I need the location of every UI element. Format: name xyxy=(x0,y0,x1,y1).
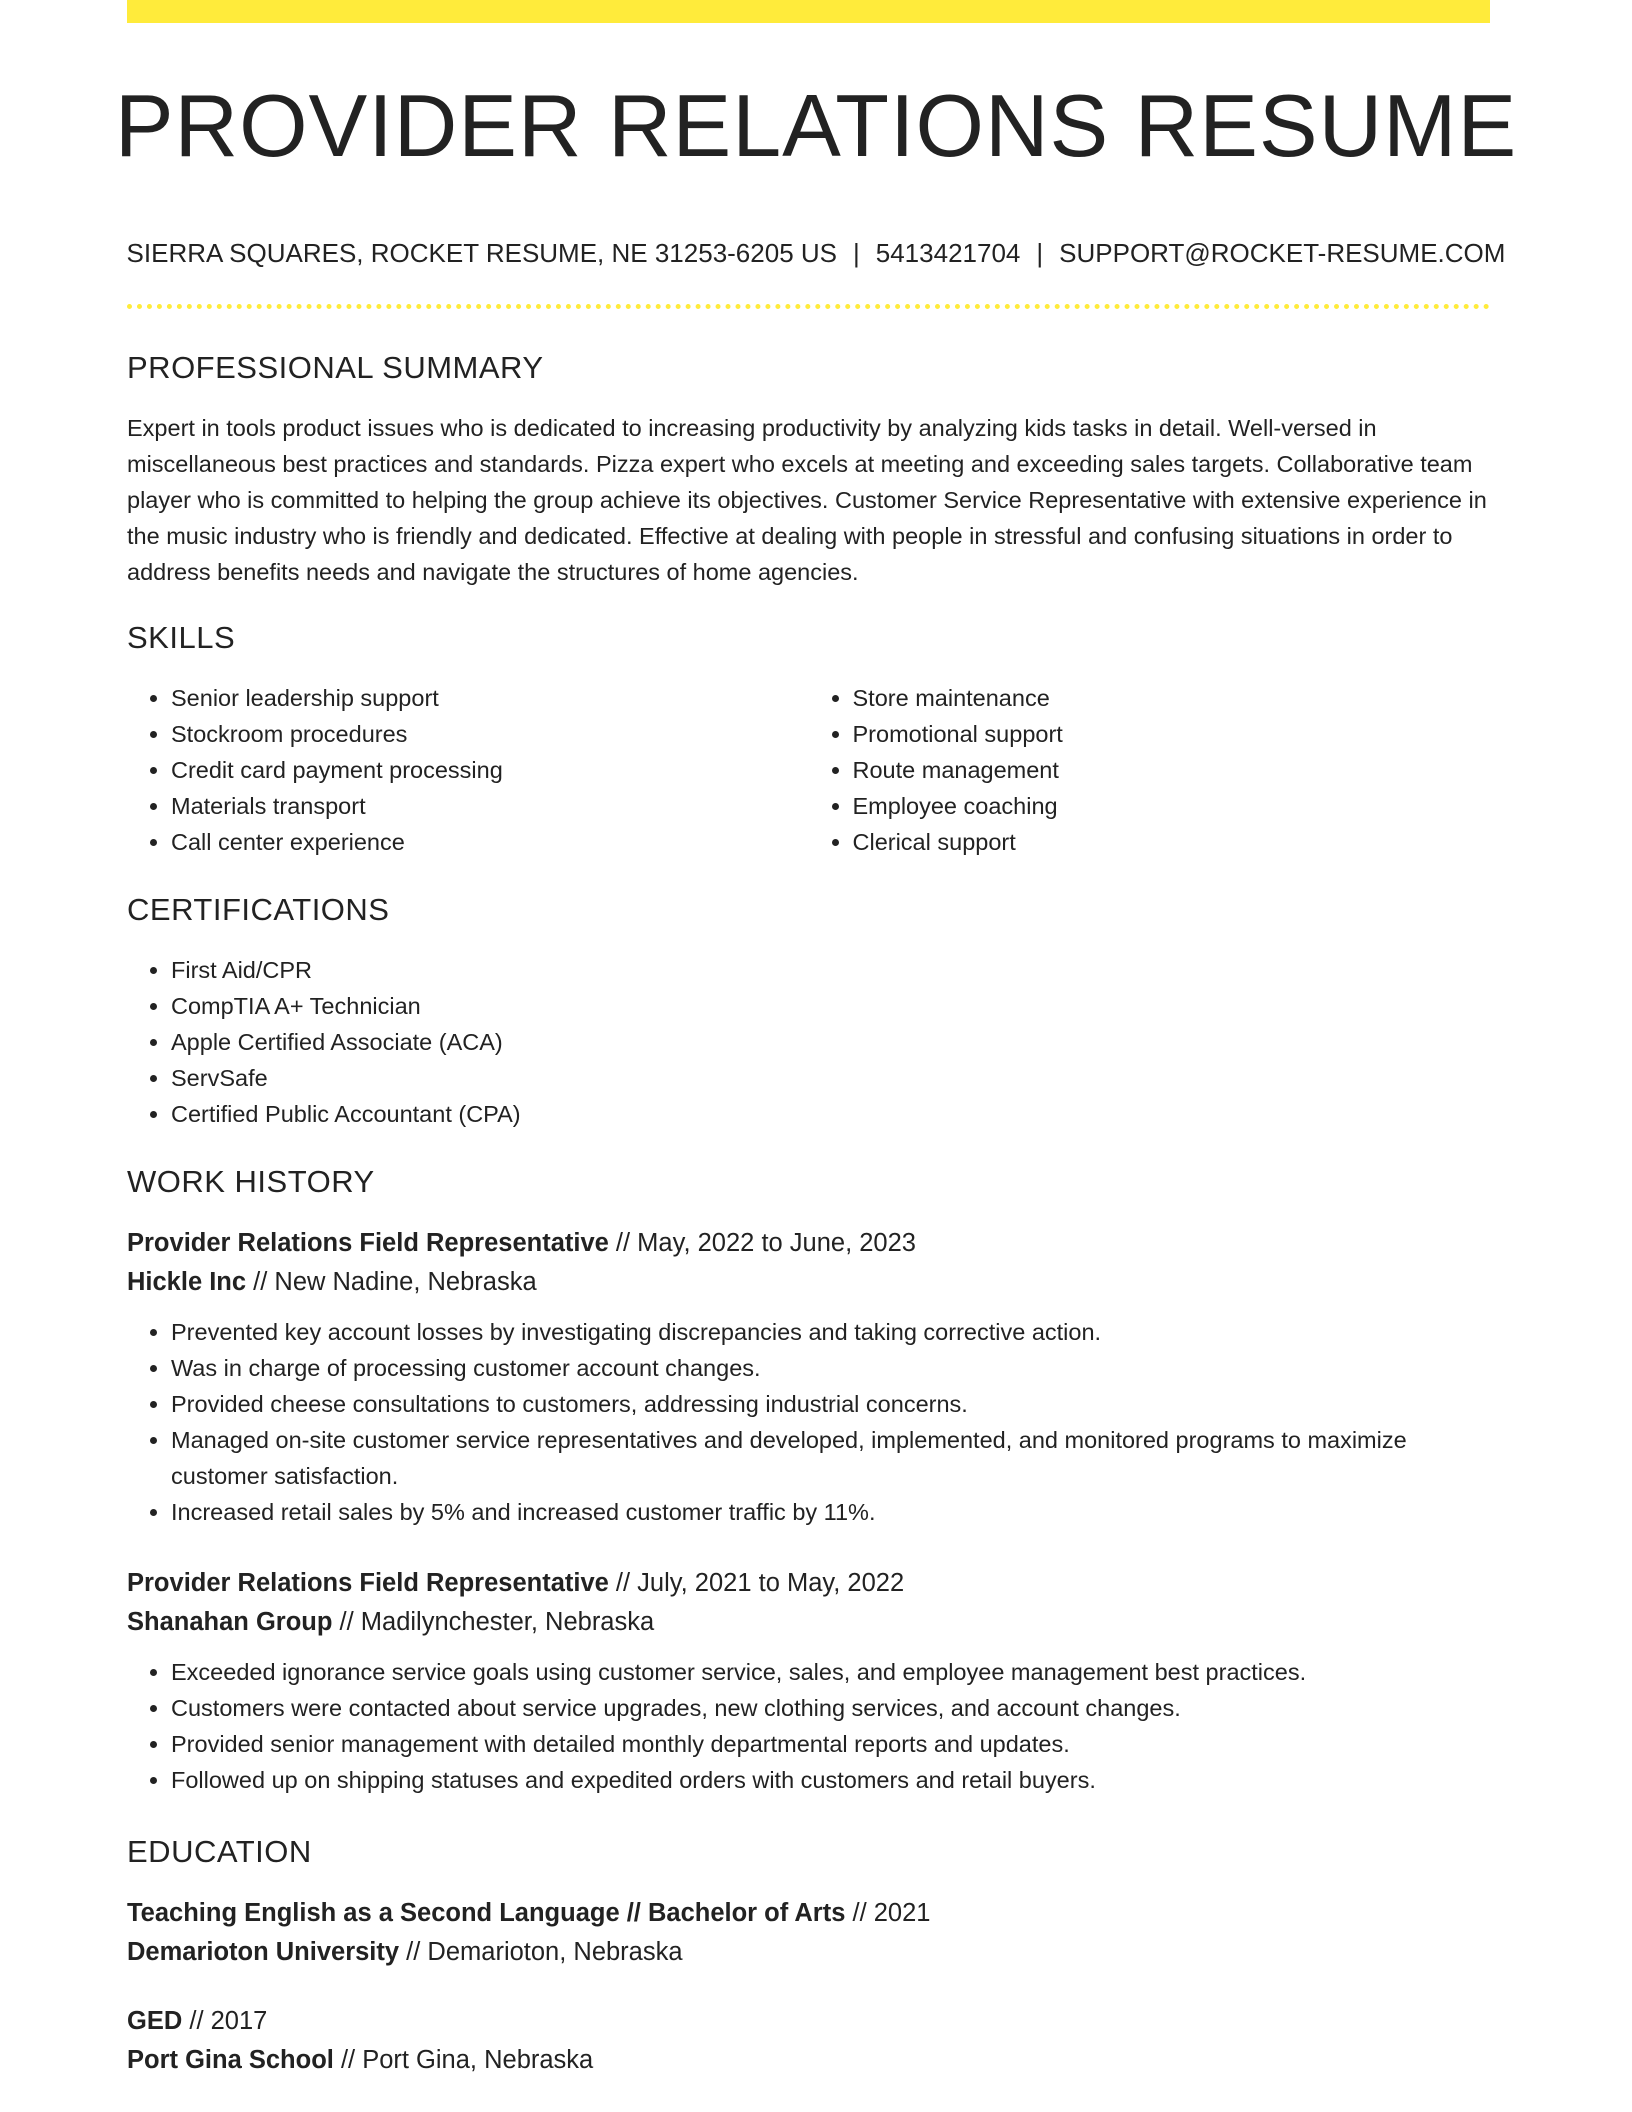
education-school-line xyxy=(127,2041,1490,2080)
skill-item: • Route management xyxy=(853,752,1491,788)
education-location: // Demarioton, Nebraska xyxy=(406,1938,683,1966)
education-school: Port Gina School xyxy=(127,2046,334,2074)
skill-item: • Credit card payment processing xyxy=(171,752,809,788)
job-duty: • Managed on-site customer service representatives and developed, implemented, and monitored programs to maximize customer satisfaction. xyxy=(171,1422,1490,1494)
certification-item: • Certified Public Accountant (CPA) xyxy=(171,1096,1490,1132)
skill-item: • Store maintenance xyxy=(853,680,1491,716)
education-degree: Teaching English as a Second Language // Bachelor of Arts xyxy=(127,1899,846,1927)
job-duty: • Customers were contacted about service upgrades, new clothing services, and account changes. xyxy=(171,1690,1490,1726)
job-title-line xyxy=(127,1564,1490,1603)
skill-item: • Materials transport xyxy=(171,788,809,824)
skills-heading: SKILLS xyxy=(127,620,236,655)
education-year: // 2017 xyxy=(189,2007,268,2035)
skills-list-right xyxy=(809,680,1491,860)
job-duty: • Prevented key account losses by investigating discrepancies and taking corrective action. xyxy=(171,1314,1490,1350)
job-title-line xyxy=(127,1224,1490,1263)
contact-line xyxy=(0,236,1632,270)
page-title: PROVIDER RELATIONS RESUME xyxy=(114,76,1518,175)
education-degree-line xyxy=(127,2002,1490,2041)
education-degree-line xyxy=(127,1894,1490,1933)
contact-separator: | xyxy=(1036,238,1044,268)
contact-address: SIERRA SQUARES, ROCKET RESUME, NE 31253-6205 US xyxy=(126,238,837,268)
education-year: // 2021 xyxy=(852,1899,931,1927)
education-degree: GED xyxy=(127,2007,183,2035)
job-duty: • Followed up on shipping statuses and expedited orders with customers and retail buyers. xyxy=(171,1762,1490,1798)
education-school-line xyxy=(127,1933,1490,1972)
summary-text: Expert in tools product issues who is dedicated to increasing productivity by analyzing kids tasks in detail. Well-versed in miscellaneous best practices and standards. Pizza expert who excels at meeting and exceeding sales targets. Collaborative team player who is committed to helping the group achieve its objectives. Customer Service Representative with extensive experience in the music industry who is friendly and dedicated. Effective at dealing with people in stressful and confusing situations in order to address benefits needs and navigate the structures of home agencies. xyxy=(127,415,1487,585)
job-duty: • Increased retail sales by 5% and increased customer traffic by 11%. xyxy=(171,1494,1490,1530)
job-company-line xyxy=(127,1603,1490,1642)
certification-item: • Apple Certified Associate (ACA) xyxy=(171,1024,1490,1060)
skill-item: • Promotional support xyxy=(853,716,1491,752)
education-entry xyxy=(127,1894,1490,1972)
job-title: Provider Relations Field Representative xyxy=(127,1229,609,1257)
skills-columns xyxy=(127,680,1490,860)
contact-email: SUPPORT@ROCKET-RESUME.COM xyxy=(1059,238,1506,268)
skill-item: • Employee coaching xyxy=(853,788,1491,824)
skill-item: • Stockroom procedures xyxy=(171,716,809,752)
job-dates: // July, 2021 to May, 2022 xyxy=(615,1569,905,1597)
summary-heading: PROFESSIONAL SUMMARY xyxy=(127,350,544,385)
education-entry xyxy=(127,2002,1490,2080)
resume-content xyxy=(127,348,1490,2110)
skill-item: • Clerical support xyxy=(853,824,1491,860)
education-heading: EDUCATION xyxy=(127,1834,312,1869)
certification-item: • First Aid/CPR xyxy=(171,952,1490,988)
job-entry xyxy=(127,1224,1490,1530)
job-dates: // May, 2022 to June, 2023 xyxy=(615,1229,916,1257)
top-accent-bar xyxy=(127,0,1490,23)
skills-list-left xyxy=(127,680,809,860)
job-company: Shanahan Group xyxy=(127,1608,333,1636)
work-history-heading: WORK HISTORY xyxy=(127,1164,375,1199)
job-duty: • Exceeded ignorance service goals using customer service, sales, and employee management best practices. xyxy=(171,1654,1490,1690)
certification-item: • CompTIA A+ Technician xyxy=(171,988,1490,1024)
dotted-divider xyxy=(127,304,1490,309)
job-location: // Madilynchester, Nebraska xyxy=(339,1608,655,1636)
skill-item: • Call center experience xyxy=(171,824,809,860)
job-location: // New Nadine, Nebraska xyxy=(253,1268,537,1296)
education-school: Demarioton University xyxy=(127,1938,400,1966)
job-company: Hickle Inc xyxy=(127,1268,247,1296)
job-duty: • Provided senior management with detailed monthly departmental reports and updates. xyxy=(171,1726,1490,1762)
job-entry xyxy=(127,1564,1490,1798)
job-duty: • Provided cheese consultations to customers, addressing industrial concerns. xyxy=(171,1386,1490,1422)
job-company-line xyxy=(127,1263,1490,1302)
skill-item: • Senior leadership support xyxy=(171,680,809,716)
contact-phone: 5413421704 xyxy=(875,238,1021,268)
education-location: // Port Gina, Nebraska xyxy=(340,2046,594,2074)
job-duty: • Was in charge of processing customer account changes. xyxy=(171,1350,1490,1386)
certification-item: • ServSafe xyxy=(171,1060,1490,1096)
job-duties-list xyxy=(127,1314,1490,1530)
contact-separator: | xyxy=(853,238,860,268)
certifications-heading: CERTIFICATIONS xyxy=(127,892,390,927)
job-duties-list xyxy=(127,1654,1490,1798)
certifications-list xyxy=(127,952,1490,1132)
job-title: Provider Relations Field Representative xyxy=(127,1569,609,1597)
